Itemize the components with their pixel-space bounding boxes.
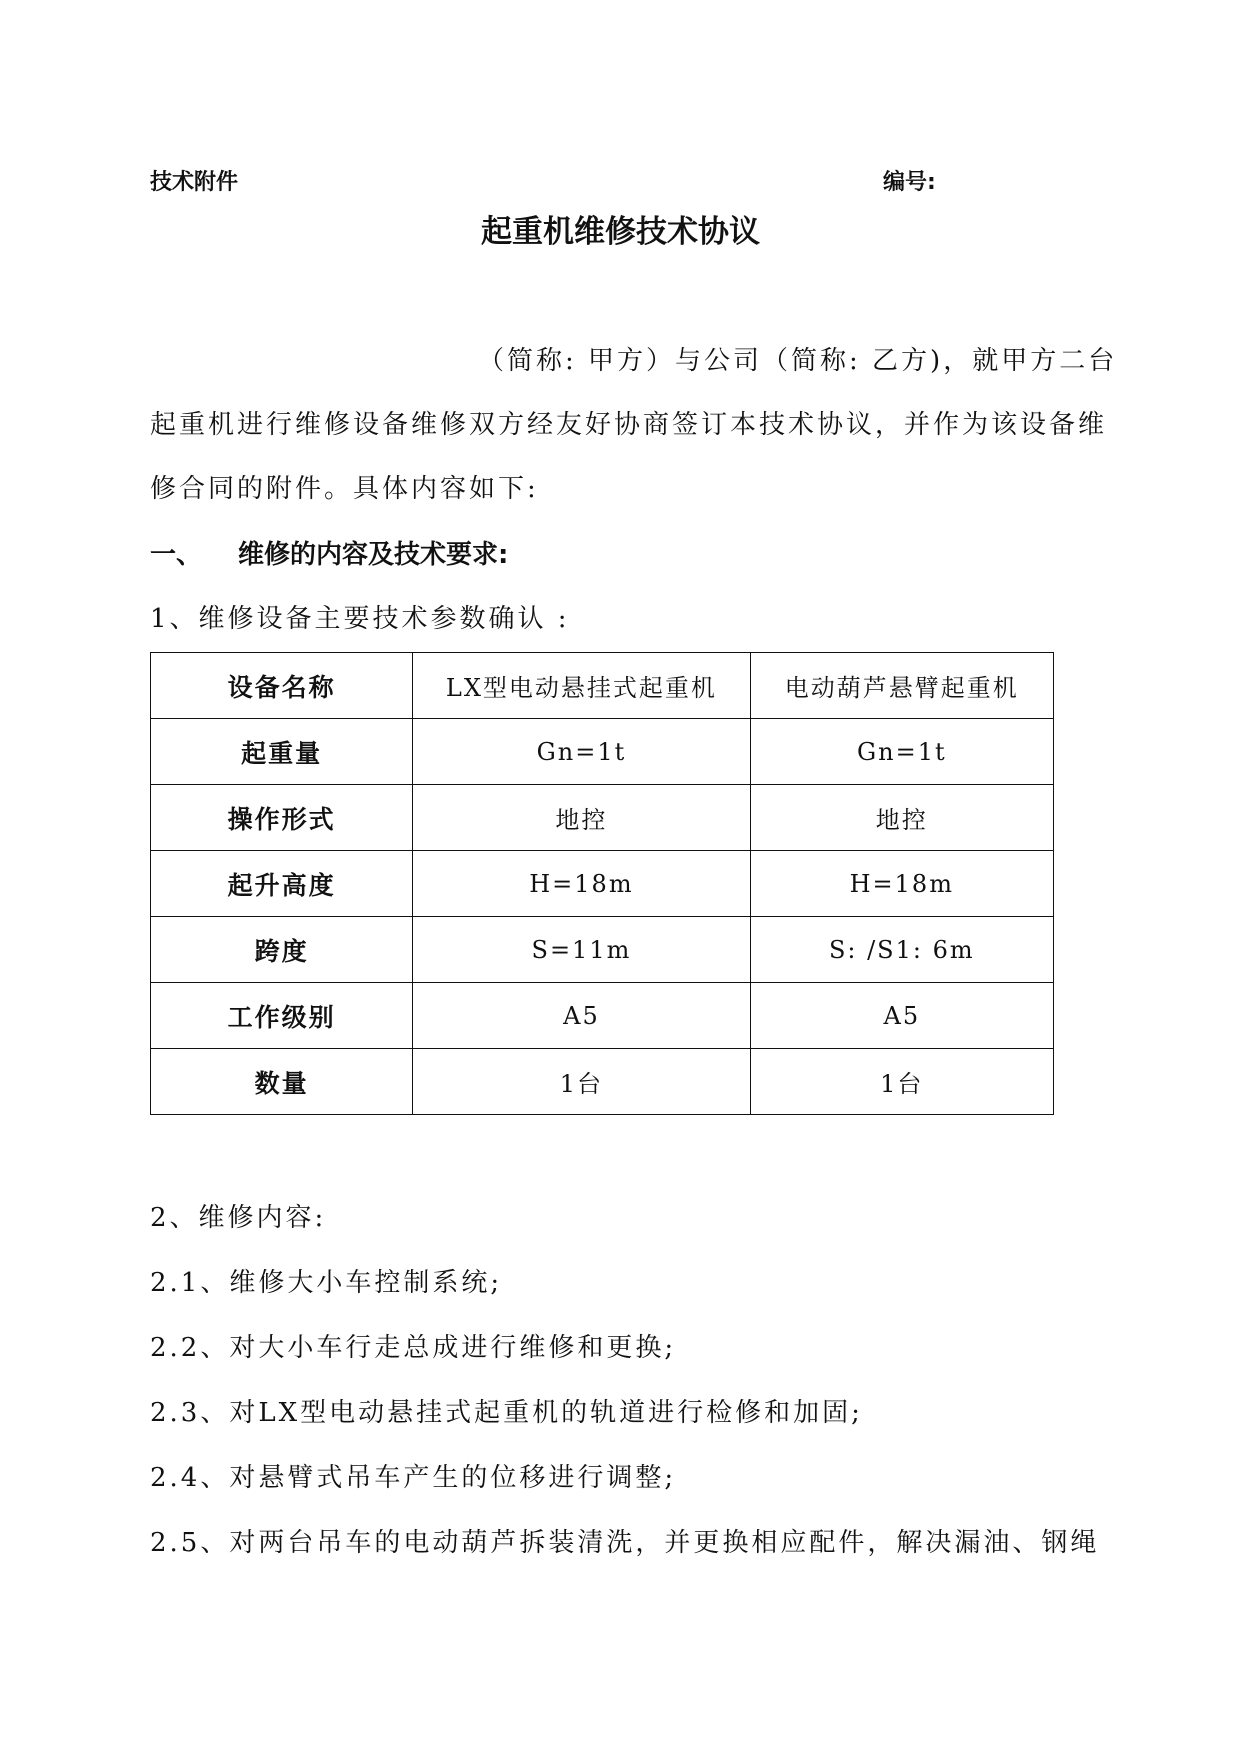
param-value-lx: Gn=1t bbox=[413, 719, 750, 785]
table-row bbox=[151, 917, 1054, 983]
params-heading: 1、维修设备主要技术参数确认 : bbox=[150, 604, 570, 634]
param-label: 设备名称 bbox=[151, 653, 413, 719]
intro-line-2: 起重机进行维修设备维修双方经友好协商签订本技术协议，并作为该设备维 bbox=[150, 410, 1108, 440]
doc-number-label: 编号: bbox=[883, 170, 936, 195]
param-label: 起升高度 bbox=[151, 851, 413, 917]
param-label: 起重量 bbox=[151, 719, 413, 785]
param-value-lx: H=18m bbox=[413, 851, 750, 917]
param-value-lx: A5 bbox=[413, 983, 750, 1049]
param-value-lx: 地控 bbox=[413, 785, 750, 851]
param-value-lx: LX型电动悬挂式起重机 bbox=[413, 653, 750, 719]
table-row bbox=[151, 653, 1054, 719]
section-title: 维修的内容及技术要求: bbox=[238, 540, 509, 570]
repair-item: 2.4、对悬臂式吊车产生的位移进行调整; bbox=[150, 1463, 677, 1493]
param-label: 数量 bbox=[151, 1049, 413, 1115]
intro-line-1: （简称: 甲方）与公司（简称: 乙方)，就甲方二台 bbox=[478, 346, 1118, 376]
repair-item: 2.3、对LX型电动悬挂式起重机的轨道进行检修和加固; bbox=[150, 1398, 863, 1428]
repair-item: 2.5、对两台吊车的电动葫芦拆装清洗，并更换相应配件，解决漏油、钢绳 bbox=[150, 1528, 1100, 1558]
repair-heading: 2、维修内容: bbox=[150, 1203, 327, 1233]
params-table bbox=[150, 652, 1054, 1115]
param-value-cantilever: A5 bbox=[750, 983, 1053, 1049]
param-value-cantilever: 电动葫芦悬臂起重机 bbox=[750, 653, 1053, 719]
param-value-lx: S=11m bbox=[413, 917, 750, 983]
param-label: 工作级别 bbox=[151, 983, 413, 1049]
section-number: 一、 bbox=[150, 540, 203, 570]
table-row bbox=[151, 1049, 1054, 1115]
param-value-cantilever: H=18m bbox=[750, 851, 1053, 917]
table-row bbox=[151, 719, 1054, 785]
table-row bbox=[151, 785, 1054, 851]
table-row bbox=[151, 983, 1054, 1049]
param-value-cantilever: Gn=1t bbox=[750, 719, 1053, 785]
param-value-cantilever: 1台 bbox=[750, 1049, 1053, 1115]
param-value-lx: 1台 bbox=[413, 1049, 750, 1115]
table-row bbox=[151, 851, 1054, 917]
param-label: 操作形式 bbox=[151, 785, 413, 851]
repair-item: 2.2、对大小车行走总成进行维修和更换; bbox=[150, 1333, 677, 1363]
intro-line-3: 修合同的附件。具体内容如下: bbox=[150, 474, 539, 504]
param-label: 跨度 bbox=[151, 917, 413, 983]
param-value-cantilever: S: /S1: 6m bbox=[750, 917, 1053, 983]
param-value-cantilever: 地控 bbox=[750, 785, 1053, 851]
doc-header-left: 技术附件 bbox=[150, 170, 239, 195]
repair-item: 2.1、维修大小车控制系统; bbox=[150, 1268, 503, 1298]
doc-title: 起重机维修技术协议 bbox=[481, 214, 760, 250]
